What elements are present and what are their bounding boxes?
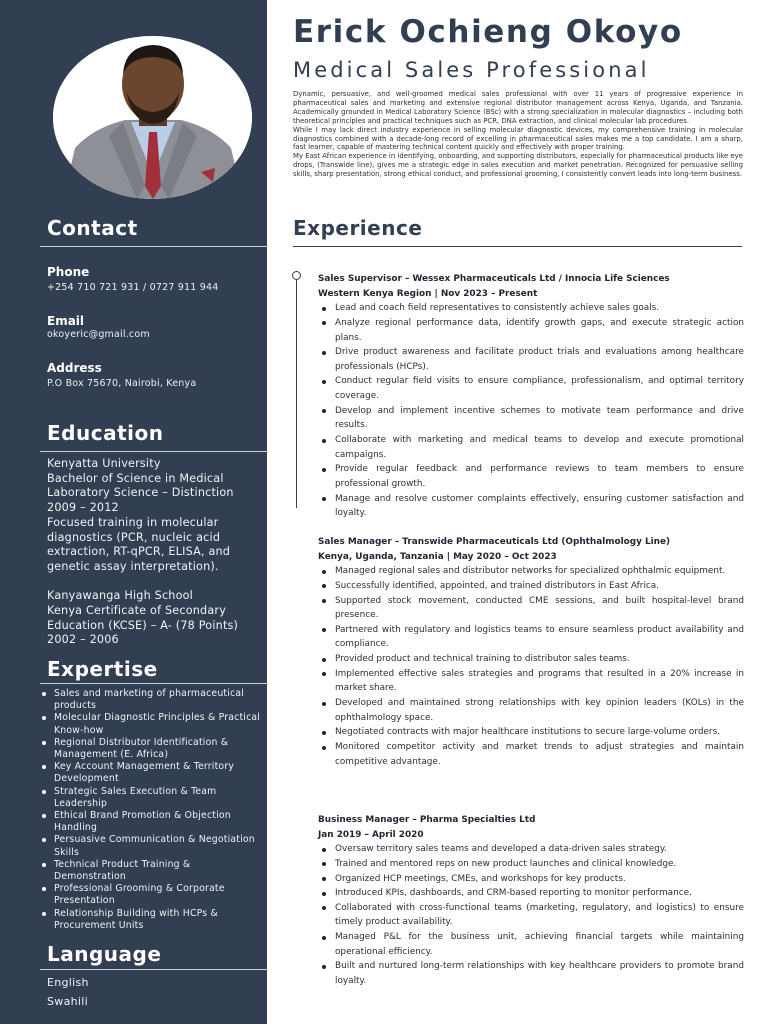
profile-portrait-image (53, 36, 252, 199)
expertise-item: Persuasive Communication & Negotiation Skills (36, 834, 261, 858)
language-divider (40, 969, 267, 970)
contact-heading: Contact (47, 216, 138, 240)
candidate-role: Medical Sales Professional (293, 58, 650, 82)
education-line: Kenyatta University (47, 457, 161, 470)
expertise-item: Key Account Management & Territory Development (36, 761, 261, 785)
job-bullet: Conduct regular field visits to ensure compliance, professionalism, and optimal territory coverage. (318, 374, 744, 403)
job-responsibilities (318, 301, 744, 521)
job-entry (318, 813, 744, 989)
profile-photo (53, 36, 252, 199)
expertise-item: Ethical Brand Promotion & Objection Handling (36, 810, 261, 834)
expertise-item: Molecular Diagnostic Principles & Practical Know-how (36, 712, 261, 736)
expertise-heading: Expertise (47, 657, 158, 681)
education-line: diagnostics (PCR, nucleic acid (47, 530, 221, 544)
education-details (47, 457, 262, 648)
address-value: P.O Box 75670, Nairobi, Kenya (47, 378, 197, 389)
language-item: Swahili (47, 995, 88, 1008)
job-bullet: Provided product and technical training to distributor sales teams. (318, 652, 744, 667)
job-bullet: Supported stock movement, conducted CME sessions, and built hospital-level brand presence. (318, 594, 744, 623)
job-bullet: Organized HCP meetings, CMEs, and workshops for key products. (318, 872, 744, 887)
email-label: Email (47, 314, 85, 328)
job-bullet: Provide regular feedback and performance reviews to team members to ensure professional growth. (318, 462, 744, 491)
job-bullet: Monitored competitor activity and market trends to adjust strategies and maintain competitive advantage. (318, 740, 744, 769)
job-bullet: Manage and resolve customer complaints effectively, ensuring customer satisfaction and loyalty. (318, 492, 744, 521)
expertise-list (36, 688, 261, 932)
experience-heading: Experience (293, 216, 423, 240)
job-bullet: Successfully identified, appointed, and trained distributors in East Africa. (318, 579, 744, 594)
expertise-item: Relationship Building with HCPs & Procurement Units (36, 908, 261, 932)
education-spacer (47, 575, 262, 590)
phone-label: Phone (47, 265, 90, 279)
education-line: Kenya Certificate of Secondary (47, 604, 227, 618)
expertise-divider (40, 683, 267, 684)
language-heading: Language (47, 942, 162, 966)
professional-summary (293, 90, 743, 179)
job-responsibilities (318, 842, 744, 989)
job-meta: Jan 2019 – April 2020 (318, 829, 424, 840)
phone-value[interactable]: +254 710 721 931 / 0727 911 944 (47, 282, 219, 293)
expertise-item: Professional Grooming & Corporate Presentation (36, 883, 261, 907)
job-meta: Western Kenya Region | Nov 2023 – Present (318, 288, 538, 299)
experience-divider (293, 246, 742, 247)
job-bullet: Analyze regional performance data, identify growth gaps, and execute strategic action plans. (318, 316, 744, 345)
job-bullet: Collaborate with marketing and medical teams to develop and execute promotional campaigns. (318, 433, 744, 462)
job-bullet: Lead and coach field representatives to consistently achieve sales goals. (318, 301, 744, 316)
expertise-item: Sales and marketing of pharmaceutical products (36, 688, 261, 712)
education-line: 2002 – 2006 (47, 633, 119, 647)
education-line: Education (KCSE) – A- (78 Points) (47, 618, 239, 632)
job-responsibilities (318, 564, 744, 769)
job-bullet: Introduced KPIs, dashboards, and CRM-based reporting to monitor performance. (318, 886, 744, 901)
job-meta: Kenya, Uganda, Tanzania | May 2020 – Oct 2023 (318, 551, 557, 562)
education-line: Bachelor of Science in Medical (47, 471, 224, 485)
timeline-line (296, 280, 297, 508)
summary-paragraph: While I may lack direct industry experience in selling molecular diagnostic devices, my comprehensive training in molecular diagnostics combined with a decade-long record of excelling in pharmaceutical sales makes me a top candidate. I am a sharp, fast learner, capable of mastering technical content quickly and effectively with proper training. (293, 125, 743, 152)
address-label: Address (47, 361, 102, 375)
language-item: English (47, 976, 89, 989)
education-heading: Education (47, 421, 164, 445)
education-line: Kanyawanga High School (47, 589, 193, 603)
job-bullet: Develop and implement incentive schemes to motivate team performance and drive results. (318, 404, 744, 433)
job-title: Sales Manager – Transwide Pharmaceuticals Ltd (Ophthalmology Line) (318, 537, 671, 547)
job-bullet: Drive product awareness and facilitate product trials and evaluations among healthcare professionals (HCPs). (318, 345, 744, 374)
education-line: 2009 – 2012 (47, 501, 119, 515)
job-bullet: Collaborated with cross-functional teams (marketing, regulatory, and logistics) to ensure timely product availability. (318, 901, 744, 930)
job-bullet: Partnered with regulatory and logistics teams to ensure seamless product availability and compliance. (318, 623, 744, 652)
job-bullet: Oversaw territory sales teams and developed a data-driven sales strategy. (318, 842, 744, 857)
summary-paragraph: My East African experience in identifying, onboarding, and supporting distributors, especially for pharmaceutical products like eye drops, (Transwide line), gives me a strategic edge in sales execution and market penetration. Recognized for persuasive selling skills, sharp presentation, strong ethical conduct, and professional grooming, I consistently convert leads into long-term business. (293, 152, 743, 179)
education-divider (40, 451, 267, 452)
job-bullet: Built and nurtured long-term relationships with key healthcare providers to promote brand loyalty. (318, 959, 744, 988)
job-bullet: Trained and mentored reps on new product launches and clinical knowledge. (318, 857, 744, 872)
job-bullet: Managed regional sales and distributor networks for specialized ophthalmic equipment. (318, 564, 744, 579)
job-bullet: Managed P&L for the business unit, achieving financial targets while maintaining operational efficiency. (318, 930, 744, 959)
education-line: extraction, RT-qPCR, ELISA, and (47, 545, 231, 559)
sidebar (0, 0, 267, 1024)
job-entry (318, 535, 744, 769)
summary-paragraph: Dynamic, persuasive, and well-groomed medical sales professional with over 11 years of progressive experience in pharmaceutical sales and marketing and extensive regional distributor management across Kenya, Uganda, and Tanzania. Academically grounded in Medical Laboratory Science (BSc) with a strong specialization in molecular diagnostics – including both theoretical principles and practical techniques such as PCR, DNA extraction, and clinical molecular lab procedures. (293, 90, 743, 125)
job-title: Business Manager – Pharma Specialties Ltd (318, 815, 536, 825)
contact-divider (40, 246, 267, 247)
job-bullet: Developed and maintained strong relationships with key opinion leaders (KOLs) in the ophthalmology space. (318, 696, 744, 725)
job-bullet: Negotiated contracts with major healthcare institutions to secure large-volume orders. (318, 725, 744, 740)
education-line: Laboratory Science – Distinction (47, 486, 234, 500)
job-entry (318, 272, 744, 521)
expertise-item: Technical Product Training & Demonstration (36, 859, 261, 883)
email-value[interactable]: okoyeric@gmail.com (47, 329, 150, 340)
education-line: genetic assay interpretation). (47, 559, 219, 573)
education-line: Focused training in molecular (47, 515, 219, 529)
candidate-name: Erick Ochieng Okoyo (293, 14, 683, 50)
expertise-item: Strategic Sales Execution & Team Leadership (36, 786, 261, 810)
expertise-item: Regional Distributor Identification & Management (E. Africa) (36, 737, 261, 761)
job-title: Sales Supervisor – Wessex Pharmaceuticals Ltd / Innocia Life Sciences (318, 274, 670, 284)
job-bullet: Implemented effective sales strategies and programs that resulted in a 20% increase in market share. (318, 667, 744, 696)
timeline-dot (292, 271, 301, 280)
